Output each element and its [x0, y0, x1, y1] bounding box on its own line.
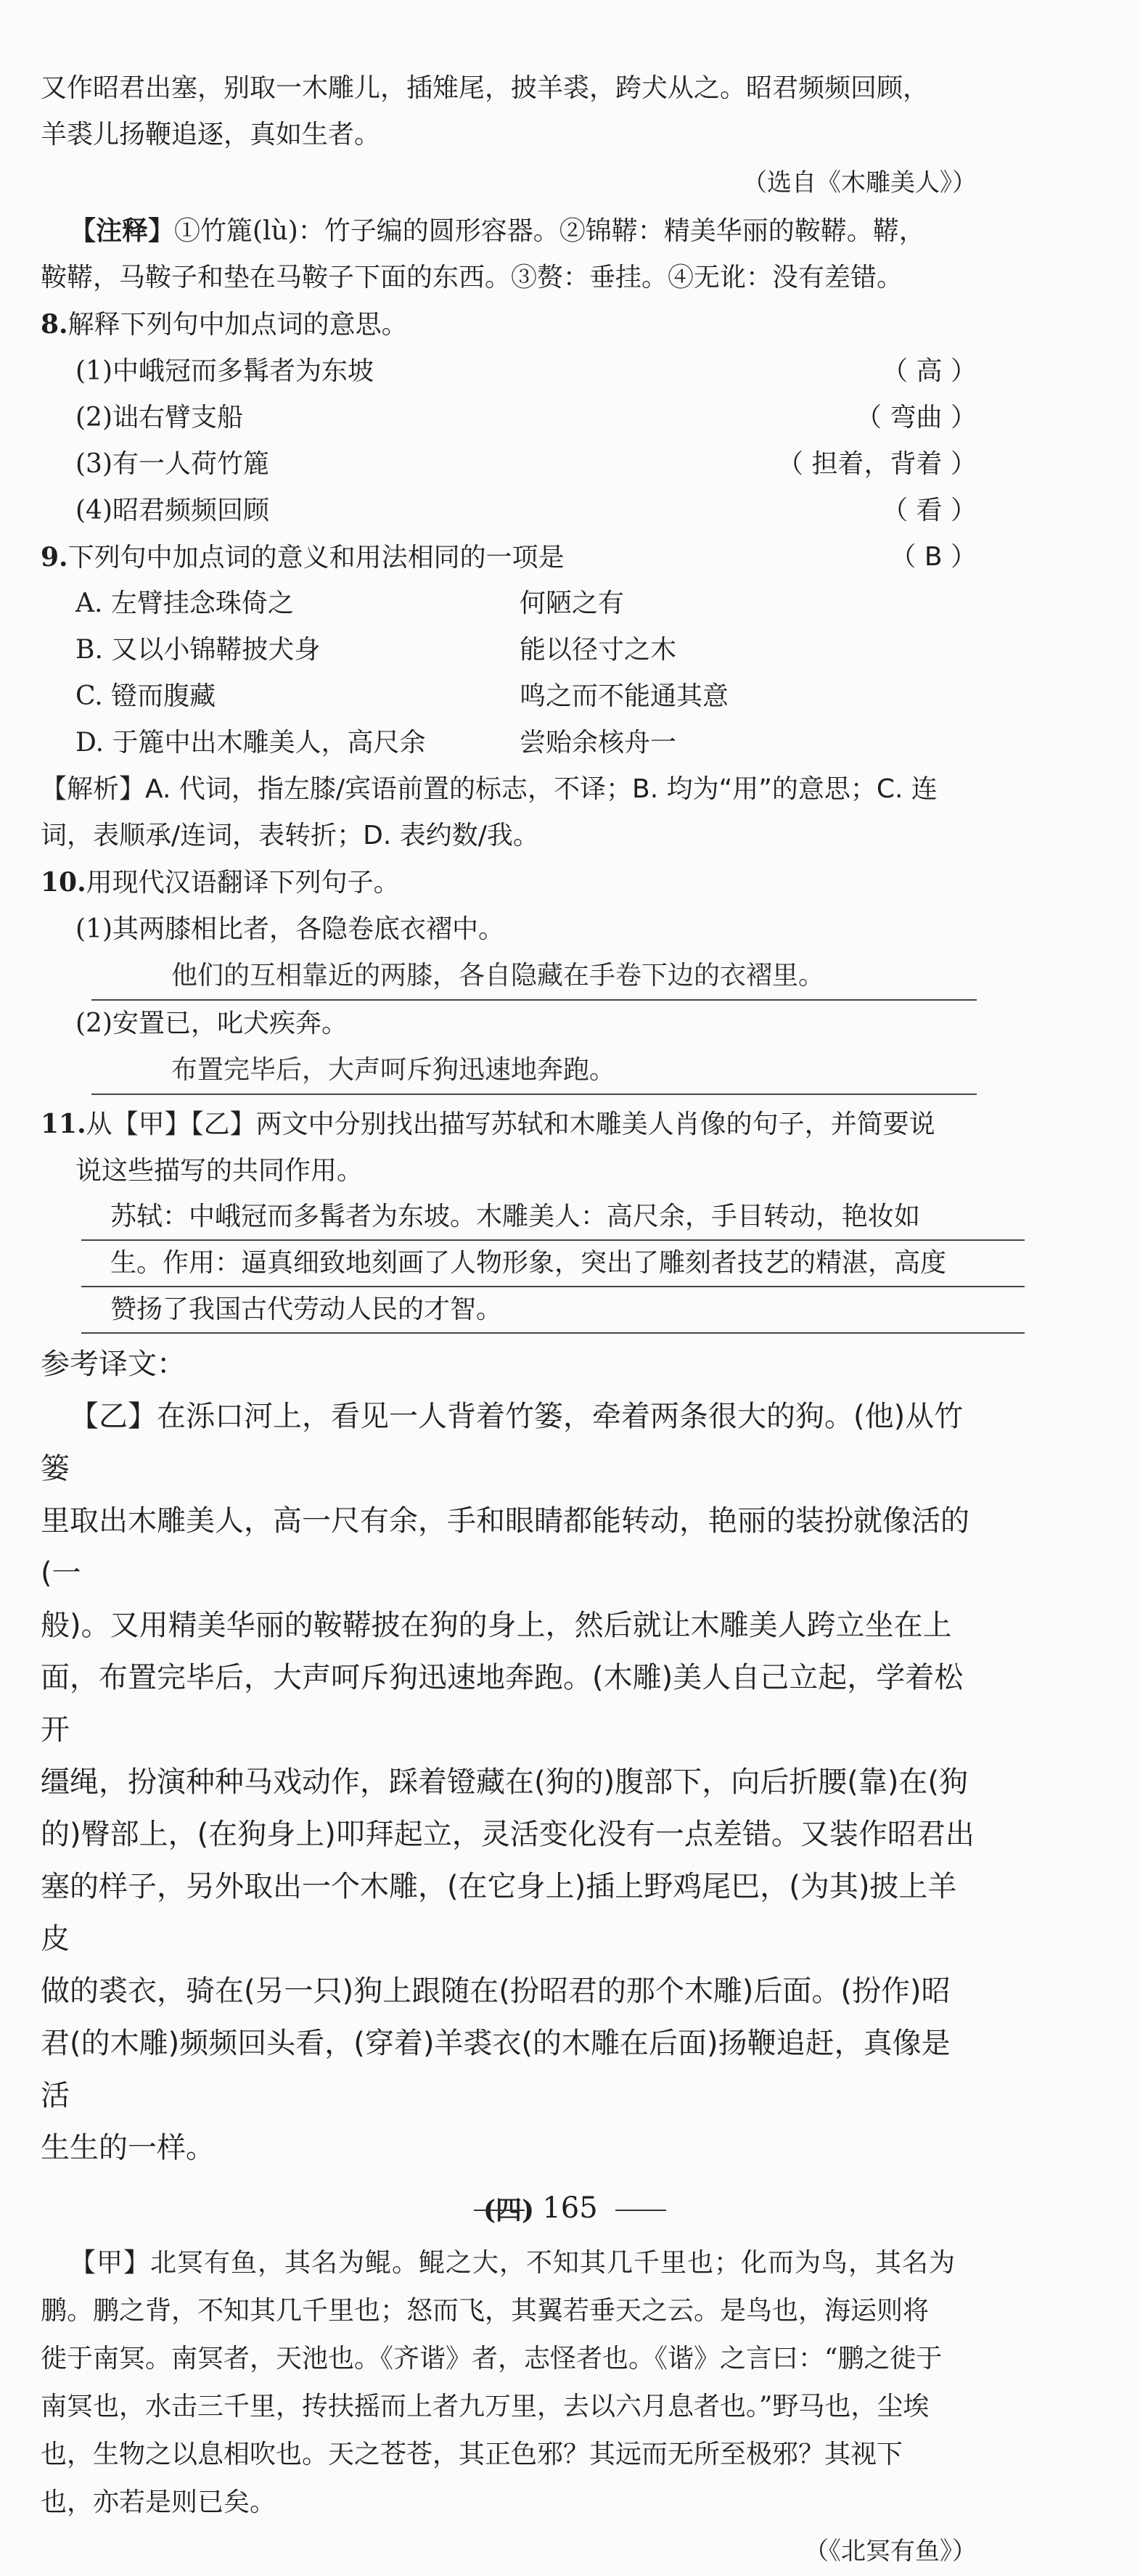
- passage-line: 又作昭君出塞，别取一木雕儿，插雉尾，披羊裘，跨犬从之。昭君频频回顾，: [41, 73, 930, 103]
- q9-option-b: 鸣之而不能通其意: [520, 681, 729, 711]
- q11-answer: [81, 1194, 1025, 1334]
- q8-item: [41, 395, 977, 441]
- passage-line: 南冥也，水击三千里，抟扶摇而上者九万里，去以六月息者也。”野马也，尘埃: [41, 2392, 930, 2421]
- translation-line: 缰绳，扮演种种马戏动作，踩着镫藏在(狗的)腹部下，向后折腰(靠)在(狗: [41, 1765, 969, 1799]
- question-text: 下列句中加点词的意义和用法相同的一项是: [67, 543, 565, 573]
- notes-label: 【注释】: [70, 216, 175, 246]
- q8-item-answer: （ 高 ）: [882, 356, 977, 386]
- q8-item: [41, 441, 977, 488]
- q8-item-text: (1)中峨冠而多髯者为东坡: [75, 356, 374, 386]
- passage-source: （《北冥有鱼》）: [804, 2537, 977, 2566]
- q8-item-text: (2)诎右臂支船: [75, 403, 243, 432]
- q10-sentence: (1)其两膝相比者，各隐卷底衣褶中。: [75, 914, 504, 944]
- passage-line: 徙于南冥。南冥者，天池也。《齐谐》者，志怪者也。《谐》之言曰：“鹏之徙于: [41, 2344, 943, 2374]
- notes-line: ①竹簏(lù)：竹子编的圆形容器。②锦鞯：精美华丽的鞍鞯。鞯，: [174, 216, 925, 246]
- q8-item-answer: （ 看 ）: [882, 496, 977, 525]
- question-number: 10.: [41, 867, 86, 898]
- q9-option: [41, 720, 977, 766]
- translation-line: 做的裘衣，骑在(另一只)狗上跟随在(扮昭君的那个木雕)后面。(扮作)昭: [41, 1974, 951, 2008]
- notes: [41, 208, 977, 255]
- translation-line: 塞的样子，另外取出一个木雕，(在它身上)插上野鸡尾巴，(为其)披上羊皮: [41, 1870, 957, 1956]
- question-text: 用现代汉语翻译下列句子。: [86, 868, 400, 898]
- q9-option-b: 能以径寸之木: [520, 635, 677, 665]
- passage-line: 也，生物之以息相吹也。天之苍苍，其正色邪？其远而无所至极邪？其视下: [41, 2440, 903, 2469]
- question-text: 解释下列句中加点词的意思。: [67, 310, 408, 340]
- q8-item-text: (4)昭君频频回顾: [75, 496, 269, 525]
- question-number: 9.: [41, 542, 68, 573]
- q9-option-a: B. 又以小锦鞯披犬身: [75, 635, 321, 665]
- q9-answer: （ B ）: [890, 542, 977, 572]
- passage-line: 鹏。鹏之背，不知其几千里也；怒而飞，其翼若垂天之云。是鸟也，海运则将: [41, 2296, 930, 2326]
- q9-option-b: 何陋之有: [520, 588, 625, 618]
- q8-item-text: (3)有一人荷竹簏: [75, 449, 269, 479]
- page-number: [0, 2191, 1140, 2225]
- passage-line: 羊裘儿扬鞭追逐，真如生者。: [41, 120, 381, 149]
- section-title: (四): [483, 2195, 535, 2226]
- translation-line: 生生的一样。: [41, 2131, 215, 2165]
- q9-option-a: D. 于簏中出木雕美人，高尺余: [75, 728, 426, 758]
- q10-answer: 他们的互相靠近的两膝，各自隐藏在手卷下边的衣褶里。: [91, 953, 977, 1001]
- passage-line: 也，亦若是则已矣。: [41, 2487, 276, 2517]
- page-number-dash: [615, 2210, 666, 2211]
- q9-option: [41, 627, 977, 673]
- q10-sentence: (2)安置已，叱犬疾奔。: [75, 1009, 348, 1038]
- translation-line: 君(的木雕)频频回头看，(穿着)羊裘衣(的木雕在后面)扬鞭追赶，真像是活: [41, 2027, 951, 2112]
- q10-answer: 布置完毕后，大声呵斥狗迅速地奔跑。: [91, 1047, 977, 1095]
- question-8: [41, 301, 977, 348]
- translation-line: 面，布置完毕后，大声呵斥狗迅速地奔跑。(木雕)美人自己立起，学着松开: [41, 1661, 964, 1747]
- q8-item: [41, 348, 977, 395]
- question-number: 8.: [41, 309, 68, 340]
- q11-answer-line: 赞扬了我国古代劳动人民的才智。: [81, 1287, 1025, 1334]
- q8-item-answer: （ 弯曲 ）: [856, 403, 977, 432]
- translation-line: 的)臀部上，(在狗身上)叩拜起立，灵活变化没有一点差错。又装作昭君出: [41, 1818, 975, 1851]
- passage-source: （选自《木雕美人》）: [742, 168, 977, 197]
- question-text: 从【甲】【乙】两文中分别找出描写苏轼和木雕美人肖像的句子，并简要说: [86, 1109, 935, 1139]
- question-text: 说这些描写的共同作用。: [75, 1156, 364, 1186]
- q11-answer-line: 生。作用：逼真细致地刻画了人物形象，突出了雕刻者技艺的精湛，高度: [81, 1241, 1025, 1287]
- q9-option: [41, 581, 977, 627]
- question-10: [41, 859, 977, 906]
- q9-option-a: C. 镫而腹藏: [75, 681, 216, 711]
- q8-item-answer: （ 担着，背着 ）: [777, 449, 977, 479]
- q9-analysis: 词，表顺承/连词，表转折；D. 表约数/我。: [41, 821, 539, 850]
- question-9: [41, 534, 977, 581]
- question-number: 11.: [41, 1109, 86, 1139]
- q9-option-b: 尝贻余核舟一: [520, 728, 677, 758]
- passage-line: 【甲】北冥有鱼，其名为鲲。鲲之大，不知其几千里也；化而为鸟，其名为: [70, 2248, 956, 2278]
- q9-option-a: A. 左臂挂念珠倚之: [75, 588, 294, 618]
- translation-heading: 参考译文：: [41, 1348, 186, 1381]
- q9-option: [41, 673, 977, 720]
- page-number-text: 165: [542, 2191, 598, 2225]
- q9-analysis: 【解析】A. 代词，指左膝/宾语前置的标志，不译；B. 均为“用”的意思；C. 连: [41, 774, 938, 804]
- notes-line: 鞍鞯，马鞍子和垫在马鞍子下面的东西。③赘：垂挂。④无讹：没有差错。: [41, 263, 903, 292]
- q11-answer-line: 苏轼：中峨冠而多髯者为东坡。木雕美人：高尺余，手目转动，艳妆如: [81, 1194, 1025, 1241]
- translation-line: 里取出木雕美人，高一尺有余，手和眼睛都能转动，艳丽的装扮就像活的(一: [41, 1504, 969, 1590]
- translation-line: 般)。又用精美华丽的鞍鞯披在狗的身上，然后就让木雕美人跨立坐在上: [41, 1609, 952, 1642]
- page-number-dash: [474, 2210, 525, 2211]
- question-11: [41, 1101, 977, 1148]
- q8-item: [41, 488, 977, 534]
- translation-line: 【乙】在泺口河上，看见一人背着竹篓，牵着两条很大的狗。(他)从竹篓: [41, 1400, 964, 1485]
